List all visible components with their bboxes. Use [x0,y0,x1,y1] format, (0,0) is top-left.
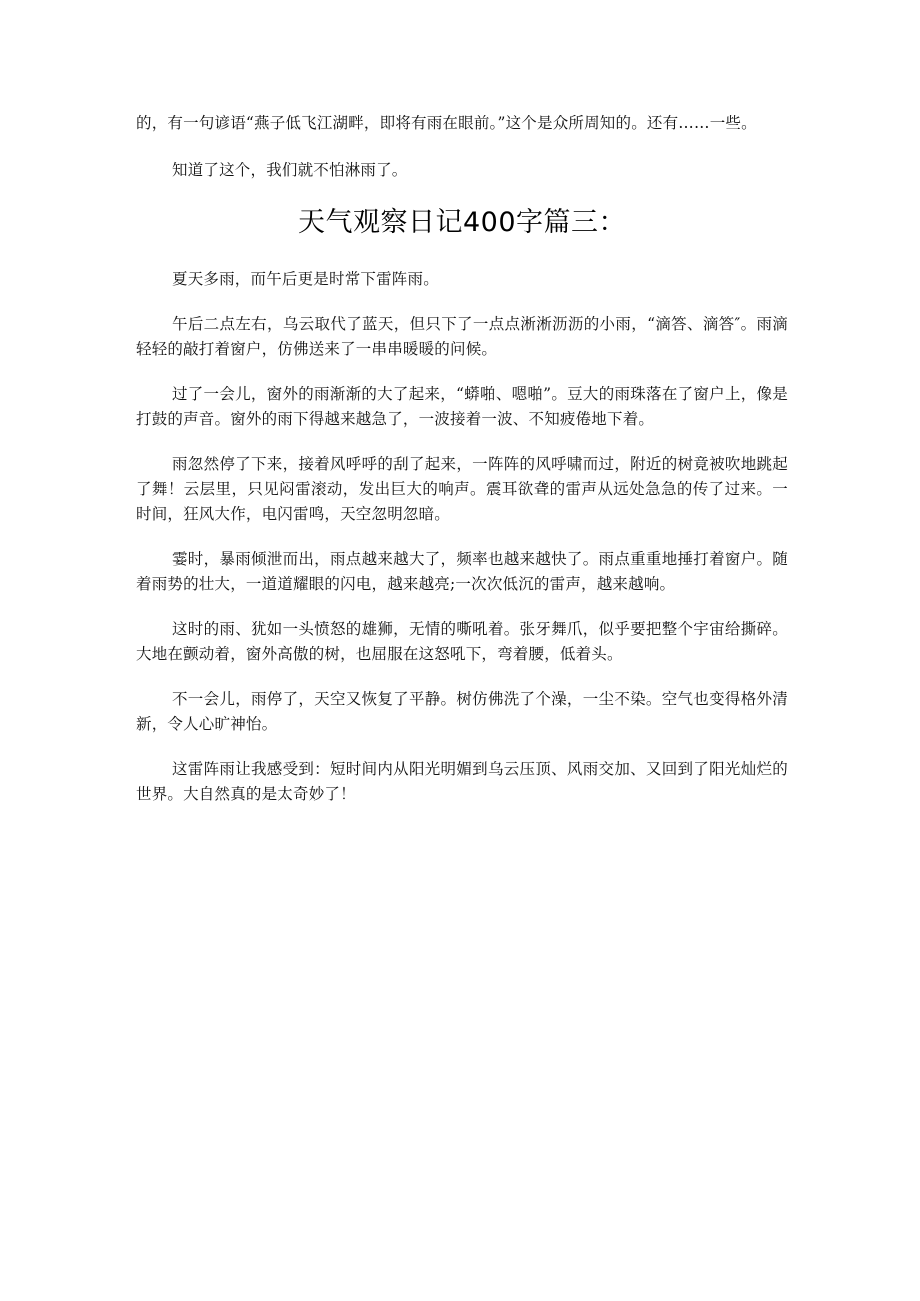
paragraph-4: 雨忽然停了下来，接着风呼呼的刮了起来，一阵阵的风呼啸而过，附近的树竟被吹地跳起了舞！云层里，只见闷雷滚动，发出巨大的响声。震耳欲聋的雷声从远处急急的传了过来。一时间，狂风大作，电闪雷鸣，天空忽明忽暗。 [136,455,788,523]
paragraph-7: 不一会儿，雨停了，天空又恢复了平静。树仿佛洗了个澡，一尘不染。空气也变得格外清新，令人心旷神怡。 [136,690,788,733]
paragraph-1: 夏天多雨，而午后更是时常下雷阵雨。 [172,270,439,288]
paragraph-6: 这时的雨、犹如一头愤怒的雄狮，无情的嘶吼着。张牙舞爪，似乎要把整个宇宙给撕碎。大地在颤动着，窗外高傲的树，也屈服在这怒吼下，弯着腰，低着头。 [136,620,788,663]
paragraph-8: 这雷阵雨让我感受到：短时间内从阳光明媚到乌云压顶、风雨交加、又回到了阳光灿烂的世界。大自然真的是太奇妙了！ [136,760,788,803]
continuation-paragraph: 的，有一句谚语“燕子低飞江湖畔，即将有雨在眼前。”这个是众所周知的。还有……一些。 [136,114,757,132]
document-body [136,111,788,827]
paragraph-3: 过了一会儿，窗外的雨渐渐的大了起来，“蟒啪、嗯啪”。豆大的雨珠落在了窗户上，像是打鼓的声音。窗外的雨下得越来越急了，一波接着一波、不知疲倦地下着。 [136,385,788,428]
closing-line: 知道了这个，我们就不怕淋雨了。 [172,161,408,179]
section-heading: 天气观察日记400字篇三： [297,207,627,238]
paragraph-2: 午后二点左右，乌云取代了蓝天，但只下了一点点淅淅沥沥的小雨，“滴答、滴答″。雨滴轻轻的敲打着窗户，仿佛送来了一串串暖暖的问候。 [136,315,788,358]
paragraph-5: 霎时，暴雨倾泄而出，雨点越来越大了，频率也越来越快了。雨点重重地捶打着窗户。随着雨势的壮大，一道道耀眼的闪电，越来越亮;一次次低沉的雷声，越来越响。 [136,550,788,593]
